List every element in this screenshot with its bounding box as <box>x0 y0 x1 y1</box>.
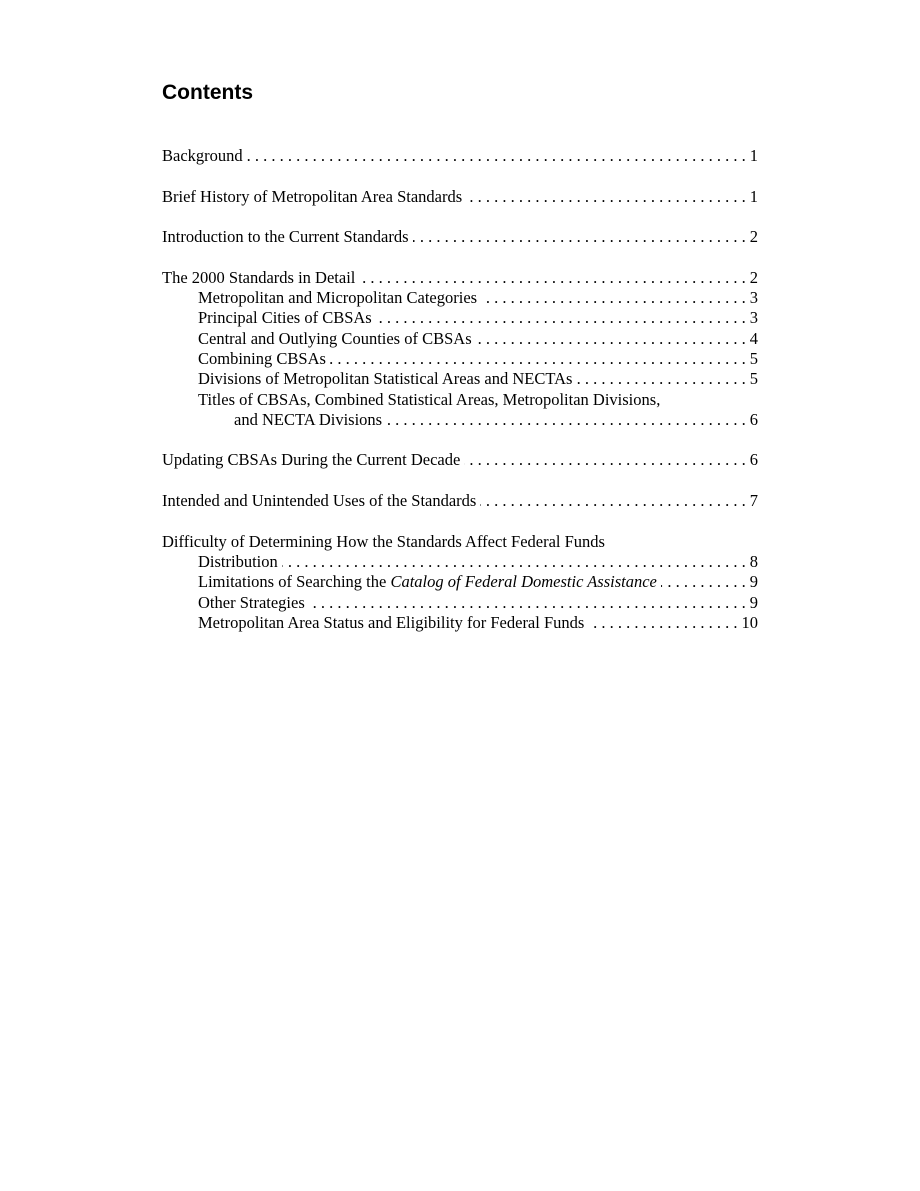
toc-entry-title: Background <box>162 146 243 165</box>
dot-leader <box>330 349 746 369</box>
toc-entry-page: 6 <box>749 450 758 470</box>
toc-entry-title: Updating CBSAs During the Current Decade <box>162 450 461 470</box>
toc-entry-brief-history[interactable] <box>162 187 758 207</box>
toc-entry-title: Combining CBSAs <box>198 348 326 368</box>
toc-entry-title: Divisions of Metropolitan Statistical Areas and NECTAs <box>198 369 573 389</box>
toc-entry-page: 9 <box>749 572 758 592</box>
toc-entry-title: Metropolitan and Micropolitan Categories <box>198 288 478 308</box>
toc-entry-page: 4 <box>749 328 758 348</box>
dot-leader <box>247 146 746 166</box>
toc-entry-title-cont: and NECTA Divisions <box>234 409 383 429</box>
toc-entry-page: 6 <box>749 409 758 429</box>
toc-entry-page: 5 <box>749 348 758 368</box>
dot-leader <box>480 491 745 511</box>
toc-entry-page: 8 <box>749 551 758 571</box>
toc-entry-page: 3 <box>749 288 758 308</box>
toc-entry-page: 10 <box>741 612 758 632</box>
toc-entry-difficulty-continuation[interactable] <box>162 552 758 572</box>
toc-entry-central-outlying-counties[interactable] <box>162 329 758 349</box>
dot-leader <box>386 410 746 430</box>
toc-entry-title: Other Strategies <box>198 592 305 612</box>
dot-leader <box>588 613 737 633</box>
contents-heading: Contents <box>162 81 253 104</box>
toc-entry-title: Intended and Unintended Uses of the Standards <box>162 491 477 511</box>
toc-entry-difficulty-first-line[interactable] <box>162 532 758 552</box>
dot-leader <box>576 369 745 389</box>
dot-leader <box>309 593 746 613</box>
toc-entry-limitations[interactable] <box>162 572 758 592</box>
dot-leader <box>282 552 746 572</box>
toc-entry-title: Difficulty of Determining How the Standards Affect Federal Funds <box>162 531 605 551</box>
toc-entry-divisions[interactable] <box>162 369 758 389</box>
toc-entry-title: Principal Cities of CBSAs <box>198 308 372 328</box>
toc-entry-combining-cbsas[interactable] <box>162 349 758 369</box>
toc-entry-page: 2 <box>749 267 758 287</box>
toc-entry-page: 1 <box>749 146 758 165</box>
toc-entry-other-strategies[interactable] <box>162 593 758 613</box>
toc-entry-page: 5 <box>749 369 758 389</box>
toc-entry-intended-uses[interactable] <box>162 491 758 511</box>
toc-entry-metro-micro-categories[interactable] <box>162 288 758 308</box>
toc-entry-introduction[interactable] <box>162 227 758 247</box>
dot-leader <box>476 329 746 349</box>
dot-leader <box>481 288 746 308</box>
toc-entry-page: 2 <box>749 227 758 247</box>
dot-leader <box>359 268 745 288</box>
dot-leader <box>376 308 746 328</box>
catalog-title-italic: Catalog of Federal Domestic Assistance <box>390 572 657 592</box>
toc-entry-title: Metropolitan Area Status and Eligibility for Federal Funds <box>198 612 585 632</box>
dot-leader <box>413 227 746 247</box>
toc-entry-principal-cities[interactable] <box>162 308 758 328</box>
toc-entry-updating-cbsas[interactable] <box>162 450 758 470</box>
toc-entry-titles-first-line[interactable] <box>162 390 758 410</box>
toc-entry-title: Central and Outlying Counties of CBSAs <box>198 328 472 348</box>
toc-entry-title: Limitations of Searching the Catalog of Federal Domestic Assistance <box>198 572 657 592</box>
toc-entry-title-cont: Distribution <box>198 551 278 571</box>
dot-leader <box>466 187 746 207</box>
toc-entry-title: The 2000 Standards in Detail <box>162 267 356 287</box>
toc-entry-page: 7 <box>749 491 758 511</box>
toc-entry-metro-status-eligibility[interactable] <box>162 613 758 633</box>
toc-entry-page: 3 <box>749 308 758 328</box>
toc-entry-title: Titles of CBSAs, Combined Statistical Areas, Metropolitan Divisions, <box>198 389 661 409</box>
dot-leader <box>464 450 745 470</box>
table-of-contents <box>162 146 758 633</box>
toc-entry-page: 1 <box>749 186 758 206</box>
toc-entry-title: Introduction to the Current Standards <box>162 227 409 247</box>
toc-entry-page: 9 <box>749 592 758 612</box>
toc-entry-standards-in-detail[interactable] <box>162 268 758 288</box>
toc-entry-titles-continuation[interactable] <box>162 410 758 430</box>
toc-entry-background[interactable] <box>162 146 758 166</box>
toc-entry-title: Brief History of Metropolitan Area Standards <box>162 186 463 206</box>
dot-leader <box>661 572 746 592</box>
